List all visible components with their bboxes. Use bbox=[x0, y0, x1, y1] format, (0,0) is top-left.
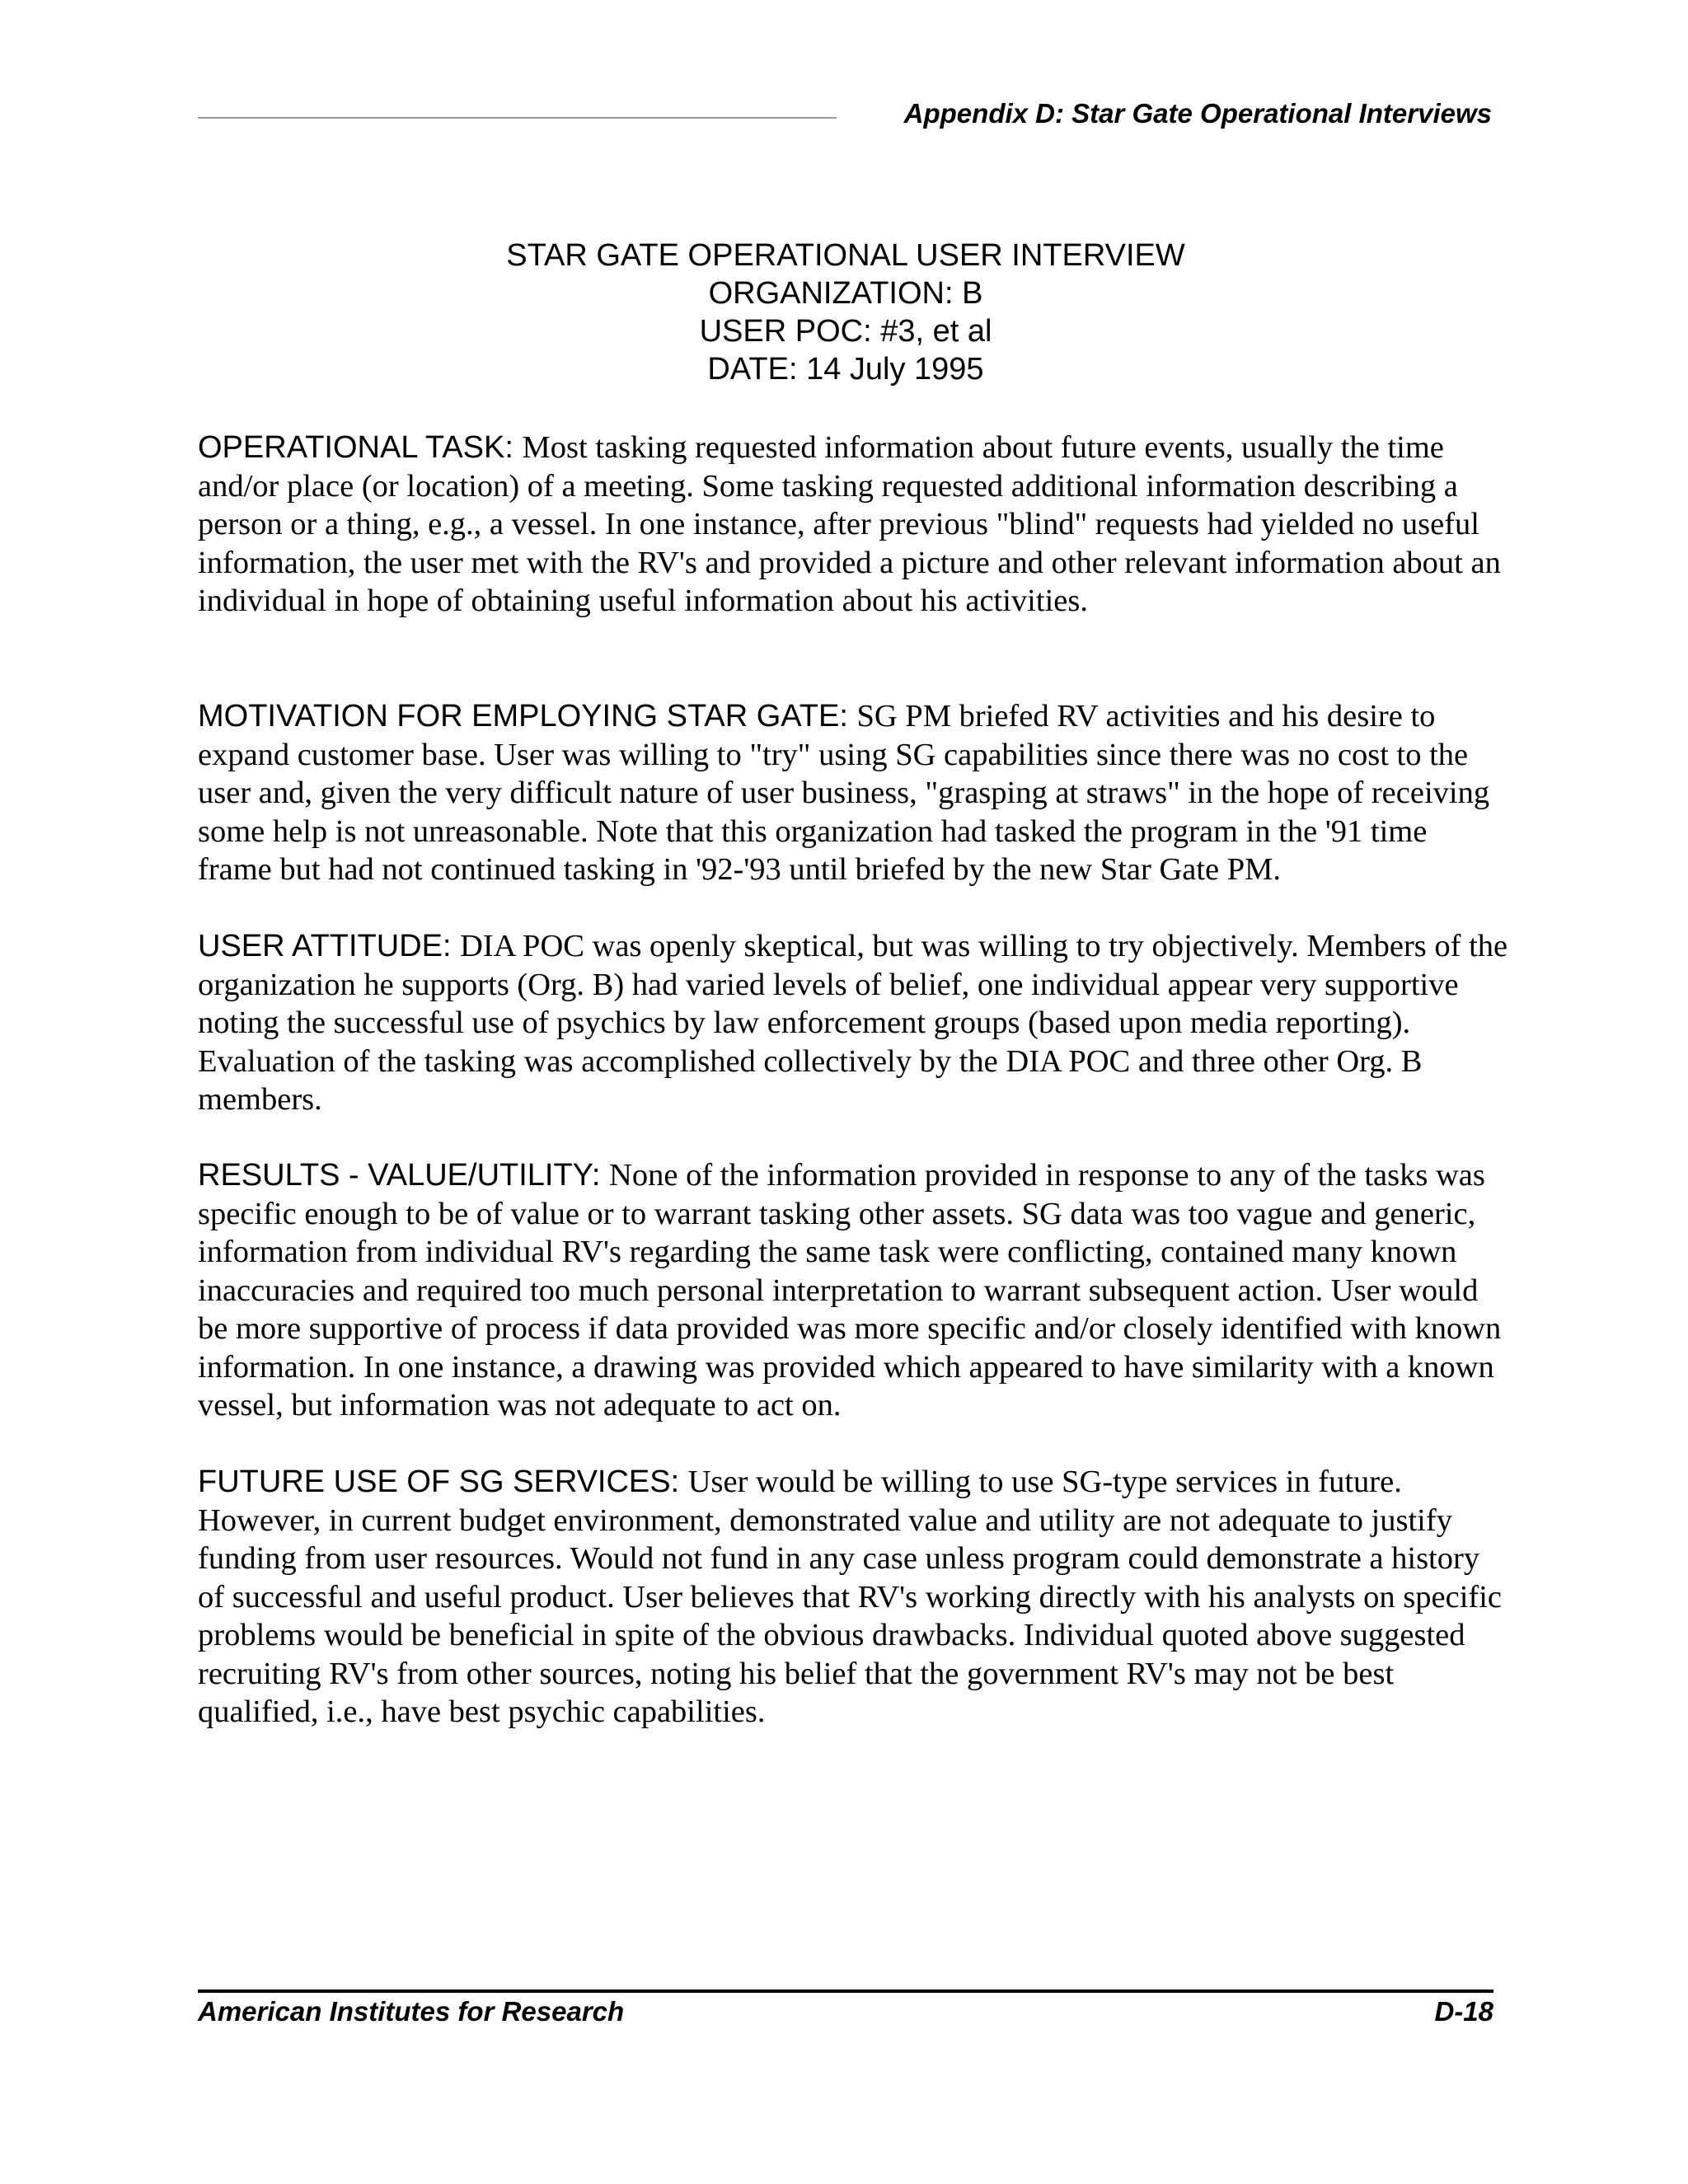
organization-line: ORGANIZATION: B bbox=[708, 276, 983, 311]
section-operational-task bbox=[198, 429, 1508, 621]
section-motivation bbox=[198, 697, 1508, 889]
section-results bbox=[198, 1156, 1508, 1425]
section-text: SG PM briefed RV activities and his desire to expand customer base. User was willing to "try" using SG capabilities since there was no cost to the user and, given the very difficult nature of user business, "grasping at straws" in the hope of receiving some help is not unreasonable. Note that this organization had tasked the program in the '91 time frame but had not continued tasking in '92-'93 until briefed by the new Star Gate PM. bbox=[198, 699, 1490, 887]
section-text: User would be willing to use SG-type services in future. However, in current budget environment, demonstrated value and utility are not adequate to justify funding from user resources. Would not fund in any case unless program could demonstrate a history of successful and useful product. User believes that RV's working directly with his analysts on specific problems would be beneficial in spite of the obvious drawbacks. Individual quoted above suggested recruiting RV's from other sources, noting his belief that the government RV's may not be best qualified, i.e., have best psychic capabilities. bbox=[198, 1465, 1502, 1729]
user-poc-line: USER POC: #3, et al bbox=[699, 314, 992, 349]
section-label: FUTURE USE OF SG SERVICES: bbox=[198, 1465, 688, 1499]
section-text: DIA POC was openly skeptical, but was willing to try objectively. Members of the organization he supports (Org. B) had varied levels of belief, one individual appear very supportive noting the successful use of psychics by law enforcement groups (based upon media reporting). Evaluation of the tasking was accomplished collectively by the DIA POC and three other Org. B members. bbox=[198, 929, 1508, 1117]
section-label: USER ATTITUDE: bbox=[198, 929, 461, 963]
section-label: RESULTS - VALUE/UTILITY: bbox=[198, 1158, 610, 1193]
footer-organization: American Institutes for Research bbox=[198, 1996, 625, 2027]
footer-rule bbox=[198, 1990, 1493, 1993]
date-line: DATE: 14 July 1995 bbox=[707, 352, 984, 387]
section-text: Most tasking requested information about future events, usually the time and/or place (or location) of a meeting. Some tasking requested additional information describing a person or a thing, e.g., a vessel. In one instance, after previous "blind" requests had yielded no useful information, the user met with the RV's and provided a picture and other relevant information about an individual in hope of obtaining useful information about his activities. bbox=[198, 430, 1501, 618]
section-text: None of the information provided in response to any of the tasks was specific enough to be of value or to warrant tasking other assets. SG data was too vague and generic, information from individual RV's regarding the same task were conflicting, contained many known inaccuracies and required too much personal interpretation to warrant subsequent action. User would be more supportive of process if data provided was more specific and/or closely identified with known information. In one instance, a drawing was provided which appeared to have similarity with a known vessel, but information was not adequate to act on. bbox=[198, 1158, 1502, 1422]
section-label: OPERATIONAL TASK: bbox=[198, 430, 523, 465]
header-rule bbox=[198, 117, 837, 119]
page-number: D-18 bbox=[1434, 1996, 1493, 2027]
running-header: Appendix D: Star Gate Operational Interviews bbox=[903, 98, 1492, 129]
section-user-attitude bbox=[198, 927, 1508, 1119]
section-label: MOTIVATION FOR EMPLOYING STAR GATE: bbox=[198, 699, 857, 733]
interview-title-block bbox=[198, 237, 1493, 388]
interview-title: STAR GATE OPERATIONAL USER INTERVIEW bbox=[506, 238, 1185, 273]
section-future-use bbox=[198, 1463, 1508, 1732]
